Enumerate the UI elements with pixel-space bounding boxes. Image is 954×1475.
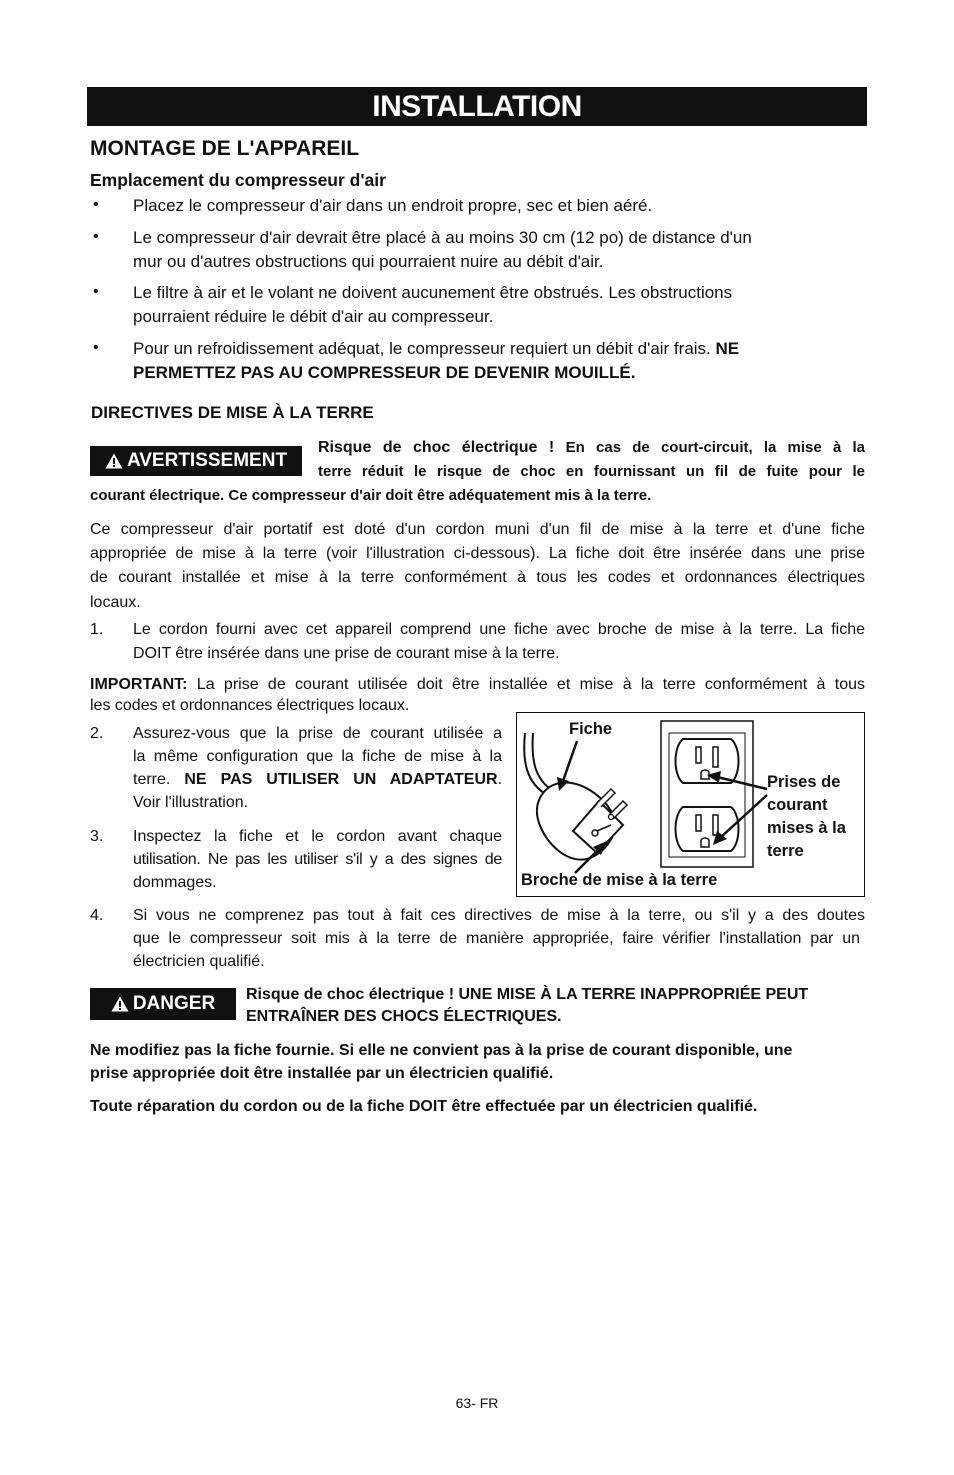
bullet-text: Placez le compresseur d'air dans un endroit propre, sec et bien aéré. (133, 196, 653, 215)
list-item-text: Inspectez la fiche et le cordon avant chaque (133, 828, 502, 845)
list-item-text: DOIT être insérée dans une prise de courant mise à la terre. (133, 645, 560, 662)
section-title-montage: MONTAGE DE L'APPAREIL (90, 137, 360, 160)
warning-badge (90, 446, 302, 476)
list-item-text: que le compresseur soit mis à la terre de manière appropriée, faire vérifier l'installation par un (133, 930, 860, 947)
list-item-text: utilisation. Ne pas les utiliser s'il y a des signes de (133, 851, 502, 868)
section-title-mise-a-la-terre: DIRECTIVES DE MISE À LA TERRE (91, 403, 374, 422)
grounding-illustration (516, 712, 865, 897)
list-number: 3. (90, 828, 104, 845)
bullet-marker: • (93, 339, 99, 356)
intro-line: appropriée de mise à la terre (voir l'illustration ci-dessous). La fiche doit être insérée dans une prise (90, 545, 865, 562)
list-item-text: Le cordon fourni avec cet appareil comprend une fiche avec broche de mise à la terre. La fiche (133, 621, 865, 638)
warning-triangle-icon (105, 453, 123, 469)
warning-text-line1: Risque de choc électrique ! En cas de court-circuit, la mise à la (318, 439, 865, 456)
list-number: 2. (90, 725, 104, 742)
ground-pin-label: Broche de mise à la terre (521, 871, 718, 889)
bullet-marker: • (93, 283, 99, 300)
important-note: IMPORTANT: La prise de courant utilisée doit être installée et mise à la terre conformément à tous (90, 676, 865, 693)
bullet-text: Le filtre à air et le volant ne doivent aucunement être obstrués. Les obstructions (133, 283, 733, 302)
danger-text-line2: ENTRAÎNER DES CHOCS ÉLECTRIQUES. (246, 1008, 562, 1025)
list-item-text: Voir l'illustration. (133, 794, 249, 811)
warning-text-line2: terre réduit le risque de choc en fournissant un fil de fuite pour le (318, 463, 865, 480)
list-item-text: électricien qualifié. (133, 953, 265, 970)
bullet-marker: • (93, 196, 99, 213)
section-header-bar (87, 87, 867, 126)
warning-badge-label: AVERTISSEMENT (126, 450, 288, 471)
paragraph-line: Ne modifiez pas la fiche fournie. Si elle ne convient pas à la prise de courant disponible, une (90, 1042, 793, 1059)
list-item-text: Assurez-vous que la prise de courant utilisée a (133, 725, 502, 742)
danger-text-line1: Risque de choc électrique ! UNE MISE À LA TERRE INAPPROPRIÉE PEUT (246, 986, 809, 1003)
intro-line: locaux. (90, 594, 141, 611)
danger-triangle-icon (111, 996, 129, 1012)
paragraph-line: Toute réparation du cordon ou de la fiche DOIT être effectuée par un électricien qualifié. (90, 1098, 758, 1115)
list-item-text: Si vous ne comprenez pas tout à fait ces directives de mise à la terre, ou s'il y a des doutes (133, 907, 865, 924)
list-item-text: dommages. (133, 874, 217, 891)
bullet-text: mur ou d'autres obstructions qui pourraient nuire au débit d'air. (133, 252, 604, 271)
plug-label: Fiche (569, 720, 613, 738)
bullet-text: PERMETTEZ PAS AU COMPRESSEUR DE DEVENIR MOUILLÉ. (133, 363, 636, 382)
subsection-title-emplacement: Emplacement du compresseur d'air (90, 170, 386, 190)
bullet-marker: • (93, 228, 99, 245)
warning-text-line3: courant électrique. Ce compresseur d'air doit être adéquatement mis à la terre. (90, 487, 652, 504)
outlet-label-line: mises à la (767, 819, 846, 837)
outlet-label-line: Prises de (767, 773, 841, 791)
outlet-label-line: terre (767, 842, 804, 860)
bullet-text: Le compresseur d'air devrait être placé à au moins 30 cm (12 po) de distance d'un (133, 228, 752, 247)
danger-badge (90, 988, 236, 1020)
page-number: 63- FR (455, 1395, 499, 1411)
danger-badge-label: DANGER (132, 993, 216, 1014)
list-number: 1. (90, 621, 104, 638)
intro-line: Ce compresseur d'air portatif est doté d'un cordon muni d'un fil de mise à la terre et d'une fiche (90, 521, 865, 538)
list-item-text: terre. NE PAS UTILISER UN ADAPTATEUR. (133, 771, 503, 788)
bullet-text: Pour un refroidissement adéquat, le compresseur requiert un débit d'air frais. NE (133, 339, 740, 358)
important-note: les codes et ordonnances électriques locaux. (90, 697, 410, 714)
intro-line: de courant installée et mise à la terre conformément à tous les codes et ordonnances électriques (90, 569, 865, 586)
bullet-text: pourraient réduire le débit d'air au compresseur. (133, 307, 494, 326)
outlet-label-line: courant (767, 796, 828, 814)
paragraph-line: prise appropriée doit être installée par un électricien qualifié. (90, 1065, 554, 1082)
page-title: INSTALLATION (372, 89, 582, 123)
list-number: 4. (90, 907, 104, 924)
list-item-text: la même configuration que la fiche de mise à la (133, 748, 502, 765)
